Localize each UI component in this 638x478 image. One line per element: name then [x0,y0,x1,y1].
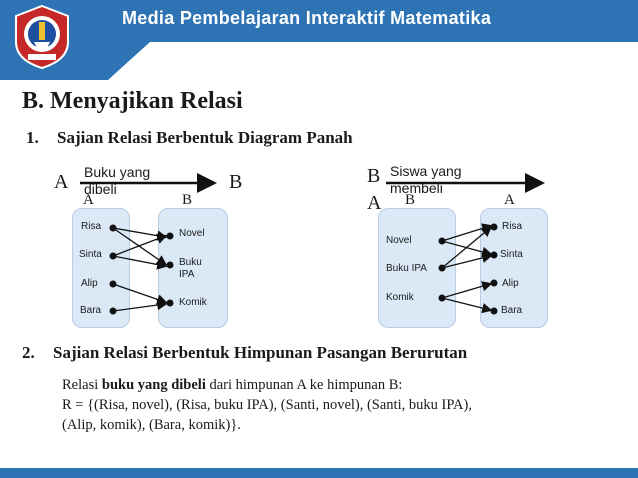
set-b-label: B [182,192,193,208]
section-title: B. Menyajikan Relasi [22,88,243,114]
diagram2-arrow-label-line1: Siswa yang [390,163,462,179]
set-a2-item: Bara [501,305,523,316]
set-b-item: Buku [179,257,202,268]
footer-bar [0,468,638,478]
paragraph-line-2: R = {(Risa, novel), (Risa, buku IPA), (Santi, novel), (Santi, buku IPA), [62,397,472,413]
diagram1-right-letter: B [229,171,243,193]
subheading-2-number: 2. [22,343,35,362]
set-b-item: Komik [179,297,207,308]
set-b2-item: Komik [386,292,414,303]
set-b-item: IPA [179,269,195,280]
diagram1-arrow-label-line2: dibeli [84,181,117,197]
set-a-item: Bara [80,305,102,316]
diagram2-left-letter-below: A [367,192,382,214]
set-a-label: A [83,192,94,208]
set-a-item: Alip [81,278,98,289]
paragraph-line-1-bold: buku yang dibeli [101,377,206,393]
set-a2-item: Risa [502,221,523,232]
set-b-item: Novel [179,228,205,239]
set-b2-item: Novel [386,235,412,246]
diagram2-arrow-label-line2: membeli [390,180,443,196]
diagram2-left-letter: B [367,165,381,187]
subheading-1-number: 1. [26,128,39,147]
set-b2-label: B [405,192,416,208]
diagram1-arrow-label-line1: Buku yang [84,164,151,180]
set-a2-item: Alip [502,278,519,289]
paragraph-line-1 [62,375,622,395]
paragraph-line-1-pre: Relasi [62,377,102,393]
header-title: Media Pembelajaran Interaktif Matematika [122,8,492,28]
subheading-2-text: Sajian Relasi Berbentuk Himpunan Pasangan Berurutan [53,343,468,362]
diagram2-arrow-label [390,163,462,197]
subheading-2 [22,343,467,363]
set-a-item: Risa [81,221,102,232]
subheading-1-text: Sajian Relasi Berbentuk Diagram Panah [57,128,353,147]
set-a-item: Sinta [79,249,102,260]
set-a2-item: Sinta [500,249,523,260]
relation-paragraph [62,375,622,435]
diagram1-left-letter: A [54,171,69,193]
set-a2-label: A [504,192,515,208]
paragraph-line-3: (Alip, komik), (Bara, komik)}. [62,417,241,433]
set-b2-item: Buku IPA [386,263,427,274]
paragraph-line-1-post: dari himpunan A ke himpunan B: [205,377,403,393]
